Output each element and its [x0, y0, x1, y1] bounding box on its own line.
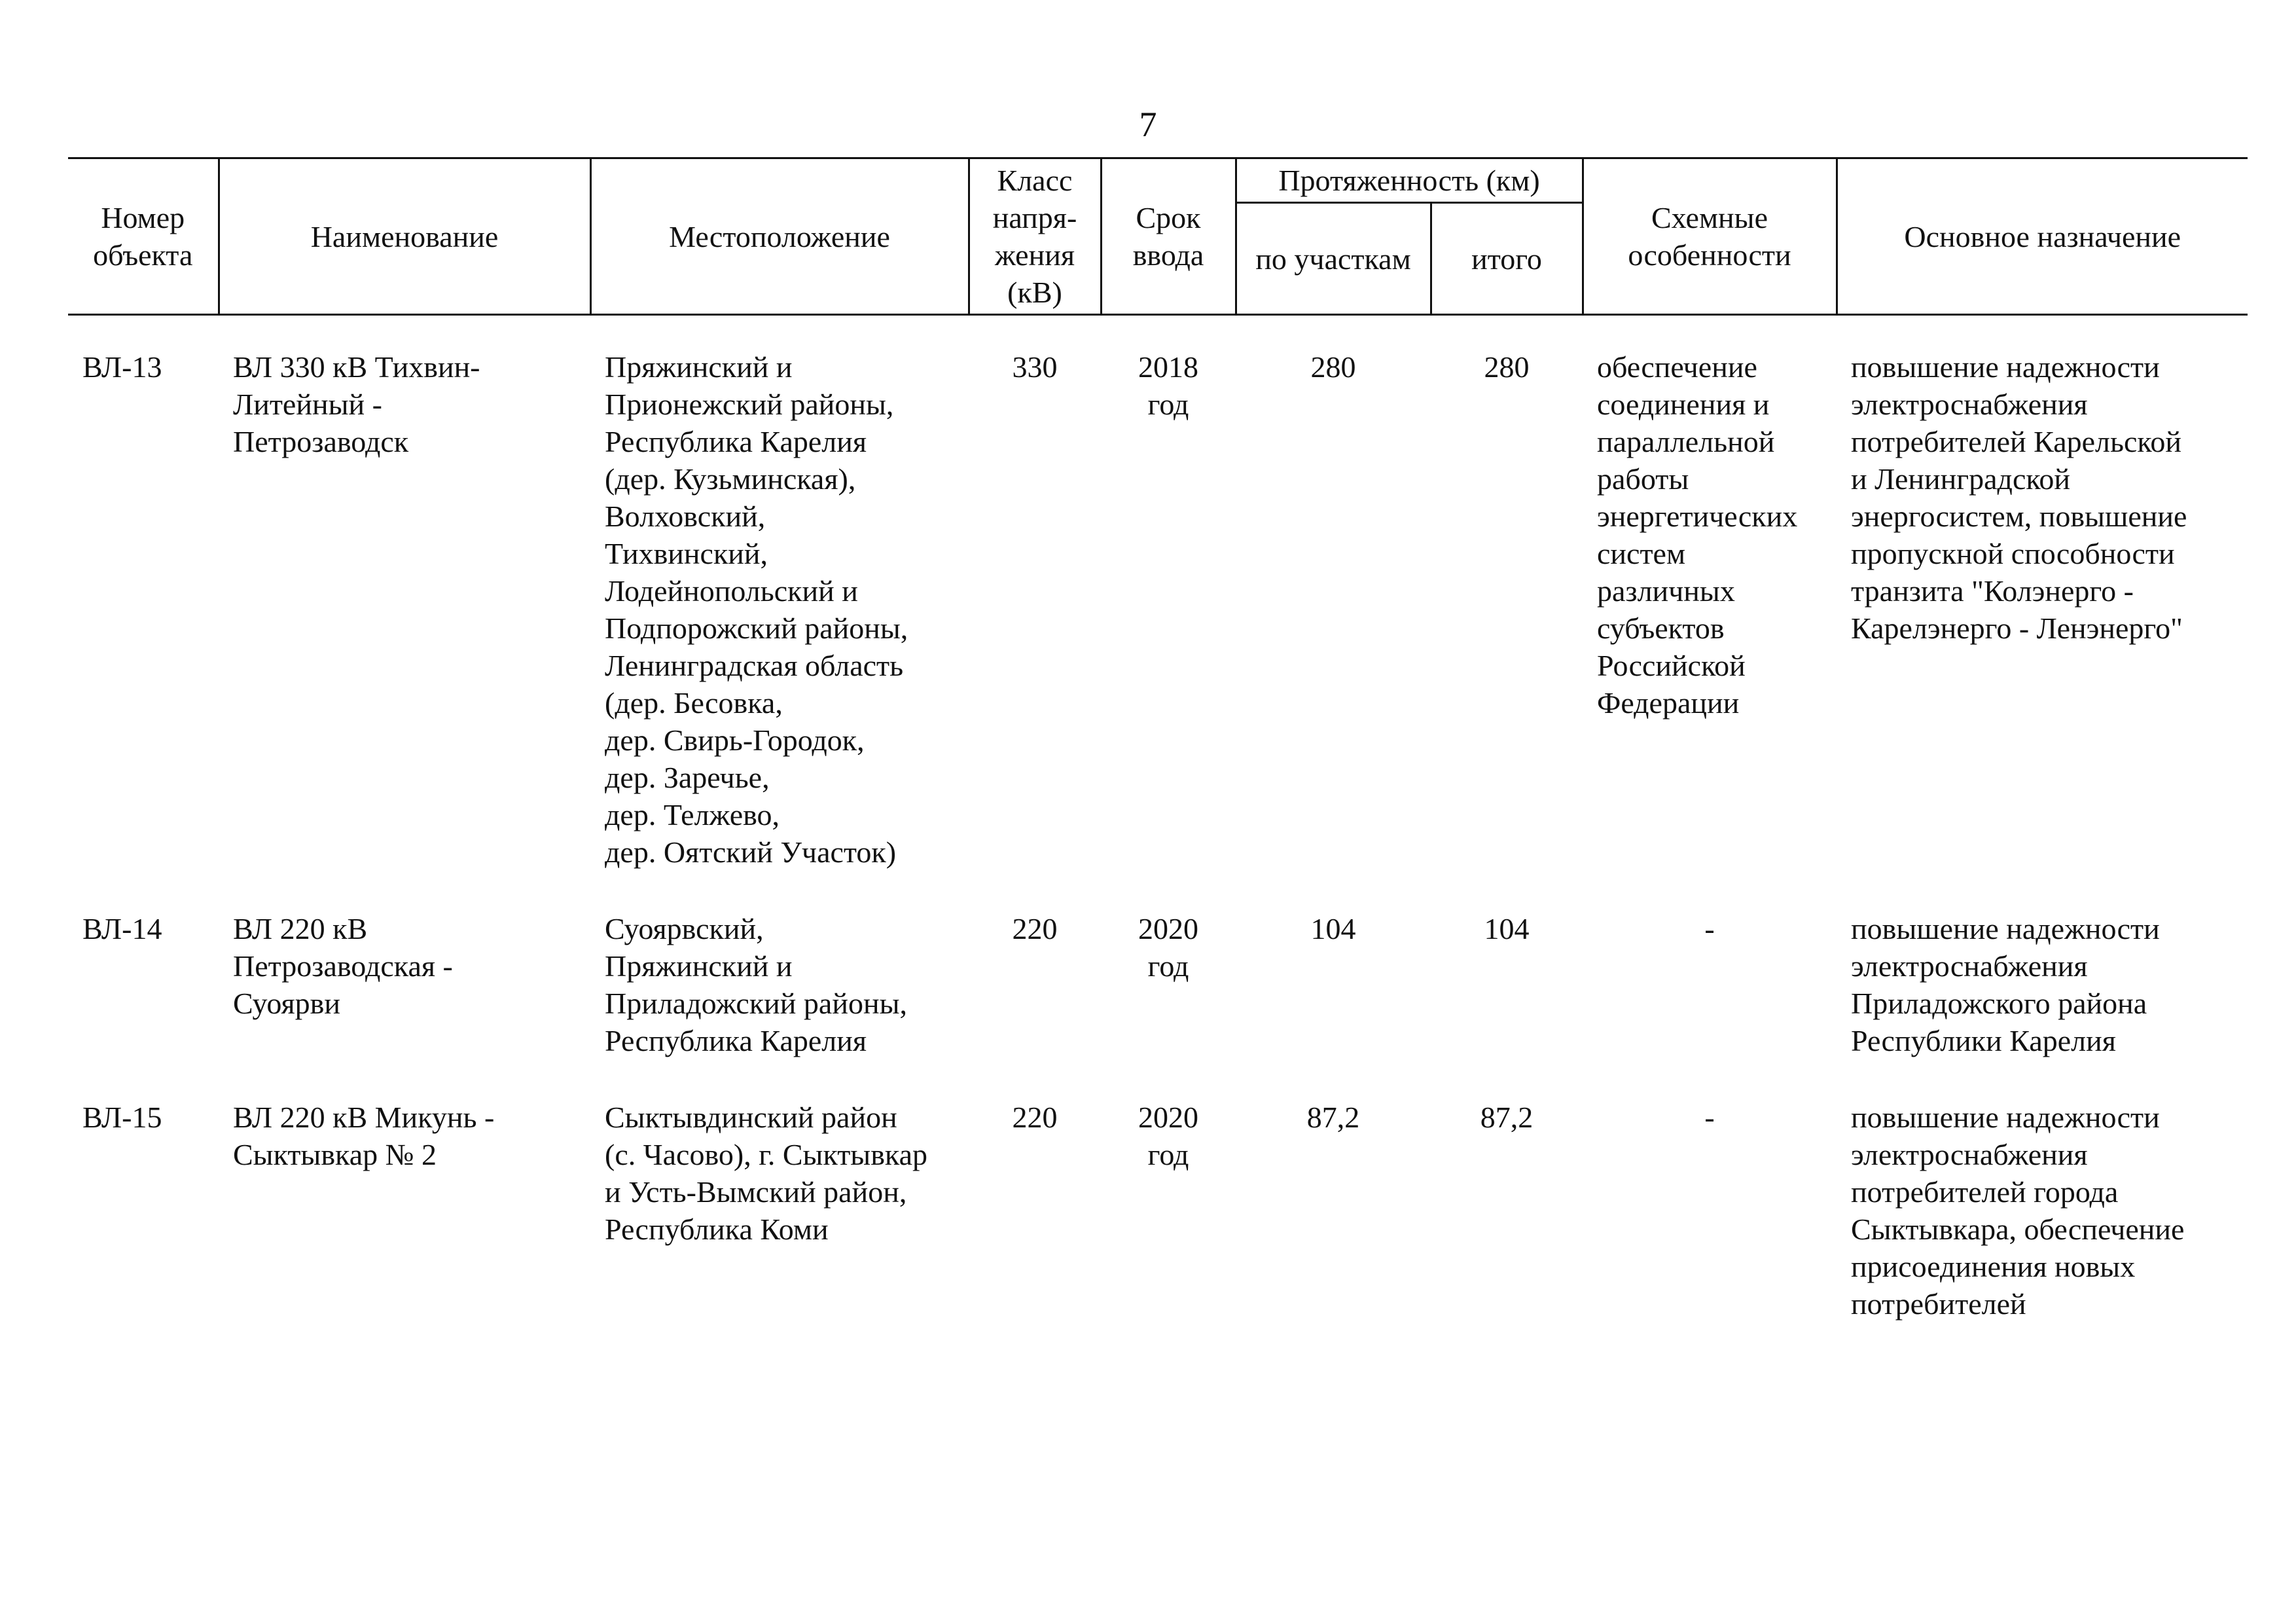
row-location-line: Приладожский районы, [605, 987, 907, 1020]
row-name-line: ВЛ 220 кВ [233, 912, 368, 945]
row-scheme-line: Федерации [1597, 686, 1740, 720]
row-commissioning-line: 2018 [1138, 350, 1198, 384]
row-scheme-line: - [1704, 1101, 1715, 1134]
header-name: Наименование [219, 158, 590, 315]
row-location-line: Прионежский районы, [605, 388, 894, 421]
row-purpose-line: потребителей города [1851, 1175, 2119, 1209]
header-purpose: Основное назначение [1837, 158, 2248, 315]
table-header [68, 158, 2248, 315]
row-name [219, 348, 590, 871]
row-purpose-line: потребителей [1851, 1287, 2026, 1321]
row-purpose-line: электроснабжения [1851, 1138, 2088, 1171]
row-purpose-line: Сыктывкара, обеспечение [1851, 1213, 2185, 1246]
row-scheme-line: Российской [1597, 649, 1746, 682]
row-scheme-line: обеспечение [1597, 350, 1757, 384]
row-location-line: Лодейнопольский и [605, 574, 858, 608]
row-commissioning-line: год [1147, 1138, 1189, 1171]
power-lines-table [68, 157, 2248, 1322]
row-location-line: Пряжинский и [605, 949, 793, 983]
row-commissioning-line: 2020 [1138, 1101, 1198, 1134]
row-purpose [1837, 1099, 2248, 1322]
row-purpose-line: повышение надежности [1851, 1101, 2160, 1134]
row-scheme-line: - [1704, 912, 1715, 945]
header-voltage: Класс напря-жения (кВ) [969, 158, 1101, 315]
row-name-line: Суоярви [233, 987, 341, 1020]
header-length-group: Протяженность (км) [1236, 158, 1583, 203]
row-commissioning-line: 2020 [1138, 912, 1198, 945]
row-scheme-line: соединения и [1597, 388, 1770, 421]
row-location-line: Тихвинский, [605, 537, 768, 570]
row-purpose-line: потребителей Карельской [1851, 425, 2182, 458]
header-length-total: итого [1431, 203, 1583, 315]
row-name-line: Петрозаводск [233, 425, 409, 458]
row-location [590, 910, 969, 1059]
row-commissioning [1101, 348, 1236, 871]
row-scheme-line: субъектов [1597, 611, 1725, 645]
row-location-line: (с. Часово), г. Сыктывкар [605, 1138, 927, 1171]
row-location-line: Волховский, [605, 500, 766, 533]
row-location-line: Республика Коми [605, 1213, 829, 1246]
header-location: Местоположение [590, 158, 969, 315]
row-purpose-line: повышение надежности [1851, 912, 2160, 945]
row-location-line: Республика Карелия [605, 1024, 867, 1057]
row-location-line: (дер. Кузьминская), [605, 462, 856, 496]
row-name-line: Сыктывкар № 2 [233, 1138, 437, 1171]
row-voltage: 330 [1012, 350, 1058, 384]
row-location-line: Сыктывдинский район [605, 1101, 897, 1134]
row-location-line: дер. Заречье, [605, 761, 770, 794]
row-scheme-line: работы [1597, 462, 1689, 496]
table-row [68, 1099, 2248, 1322]
row-purpose [1837, 910, 2248, 1059]
row-location-line: (дер. Бесовка, [605, 686, 783, 720]
row-scheme-line: различных [1597, 574, 1735, 608]
row-voltage: 220 [1012, 912, 1058, 945]
row-length-total: 104 [1484, 912, 1530, 945]
row-purpose-line: и Ленинградской [1851, 462, 2071, 496]
row-commissioning-line: год [1147, 949, 1189, 983]
row-length-sections: 280 [1310, 350, 1356, 384]
header-length-sections: по участкам [1236, 203, 1431, 315]
table-row [68, 348, 2248, 871]
row-scheme [1583, 348, 1837, 871]
row-purpose-line: Республики Карелия [1851, 1024, 2116, 1057]
row-scheme [1583, 1099, 1837, 1322]
header-commissioning: Срок ввода [1101, 158, 1236, 315]
row-name-line: Петрозаводская - [233, 949, 453, 983]
header-scheme: Схемные особенности [1583, 158, 1837, 315]
row-number: ВЛ-14 [82, 912, 162, 945]
row-voltage: 220 [1012, 1101, 1058, 1134]
row-scheme-line: энергетических [1597, 500, 1798, 533]
row-length-sections: 104 [1310, 912, 1356, 945]
row-purpose-line: электроснабжения [1851, 388, 2088, 421]
row-name [219, 910, 590, 1059]
row-name-line: Литейный - [233, 388, 382, 421]
row-scheme [1583, 910, 1837, 1059]
row-length-sections: 87,2 [1306, 1101, 1360, 1134]
row-length-total: 280 [1484, 350, 1530, 384]
row-name-line: ВЛ 330 кВ Тихвин- [233, 350, 480, 384]
row-location-line: Пряжинский и [605, 350, 793, 384]
row-purpose-line: Карелэнерго - Ленэнерго" [1851, 611, 2183, 645]
row-number: ВЛ-13 [82, 350, 162, 384]
row-name [219, 1099, 590, 1322]
row-commissioning [1101, 910, 1236, 1059]
row-scheme-line: параллельной [1597, 425, 1775, 458]
row-location-line: и Усть-Вымский район, [605, 1175, 907, 1209]
header-number: Номер объекта [68, 158, 219, 315]
row-location [590, 1099, 969, 1322]
row-name-line: ВЛ 220 кВ Микунь - [233, 1101, 495, 1134]
row-location-line: Подпорожский районы, [605, 611, 908, 645]
row-location-line: дер. Телжево, [605, 798, 780, 831]
page-number: 7 [1139, 105, 1157, 144]
row-scheme-line: систем [1597, 537, 1686, 570]
row-location [590, 348, 969, 871]
row-purpose [1837, 348, 2248, 871]
row-location-line: дер. Оятский Участок) [605, 835, 897, 869]
row-number: ВЛ-15 [82, 1101, 162, 1134]
table-body [68, 315, 2248, 1323]
row-location-line: дер. Свирь-Городок, [605, 723, 865, 757]
row-purpose-line: транзита "Колэнерго - [1851, 574, 2134, 608]
row-location-line: Суоярвский, [605, 912, 764, 945]
row-purpose-line: электроснабжения [1851, 949, 2088, 983]
row-location-line: Ленинградская область [605, 649, 904, 682]
table-row [68, 910, 2248, 1059]
row-commissioning-line: год [1147, 388, 1189, 421]
row-purpose-line: пропускной способности [1851, 537, 2175, 570]
row-length-total: 87,2 [1480, 1101, 1534, 1134]
row-location-line: Республика Карелия [605, 425, 867, 458]
row-purpose-line: энергосистем, повышение [1851, 500, 2187, 533]
row-purpose-line: Приладожского района [1851, 987, 2147, 1020]
row-purpose-line: присоединения новых [1851, 1250, 2136, 1283]
row-commissioning [1101, 1099, 1236, 1322]
row-purpose-line: повышение надежности [1851, 350, 2160, 384]
